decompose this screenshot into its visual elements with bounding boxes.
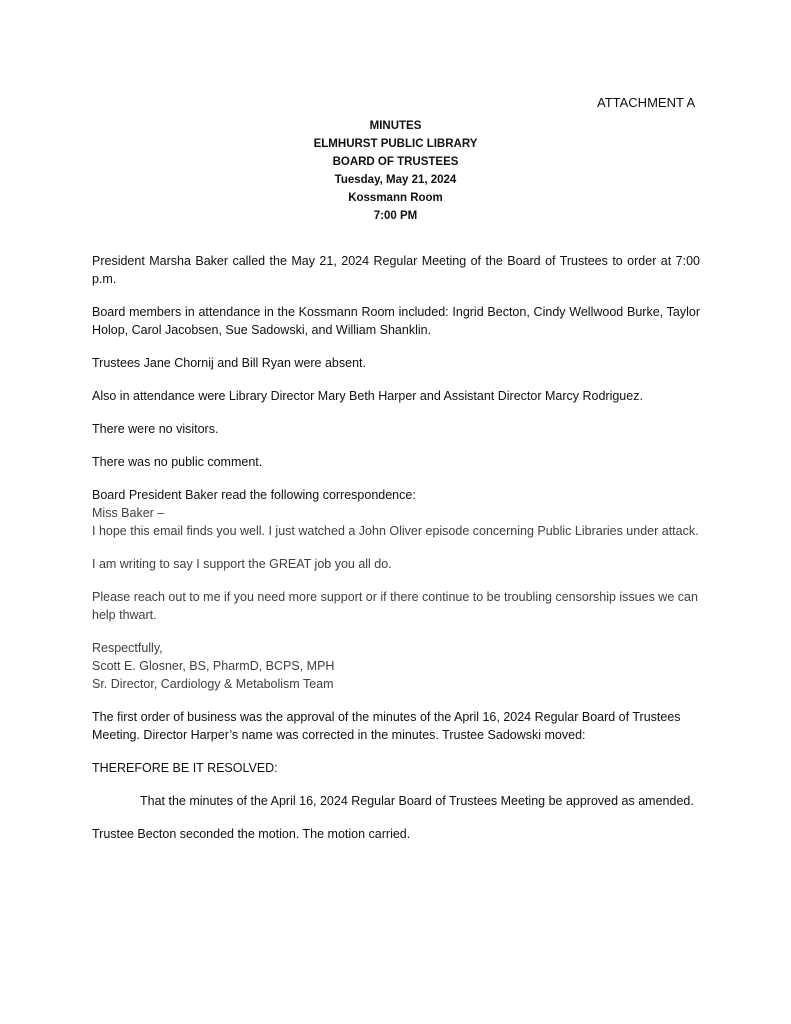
motion-seconded-paragraph: Trustee Becton seconded the motion. The motion carried. [92, 827, 411, 841]
heading-line-time: 7:00 PM [373, 210, 418, 222]
document-heading [0, 117, 791, 225]
heading-line-date: Tuesday, May 21, 2024 [334, 174, 457, 186]
letter-closing: Respectfully, [92, 641, 163, 655]
attendance-paragraph: Board members in attendance in the Kossmann Room included: Ingrid Becton, Cindy Wellwood Burke, Taylor Holop, Carol Jacobsen, Sue Sadowski, and William Shanklin. [92, 305, 700, 337]
letter-paragraph-3: Please reach out to me if you need more support or if there continue to be troubling censorship issues we can help thwart. [92, 590, 698, 622]
heading-line-room: Kossmann Room [348, 192, 443, 204]
letter-paragraph-1: I hope this email finds you well. I just watched a John Oliver episode concerning Public Libraries under attack. [92, 524, 699, 538]
letter-signature-block [92, 639, 700, 693]
public-comment-paragraph: There was no public comment. [92, 455, 263, 469]
letter-salutation: Miss Baker – [92, 506, 165, 520]
visitors-paragraph: There were no visitors. [92, 422, 219, 436]
document-body [92, 252, 700, 858]
heading-line-board: BOARD OF TRUSTEES [332, 156, 459, 168]
first-order-paragraph: The first order of business was the approval of the minutes of the April 16, 2024 Regular Board of Trustees Meeting. Director Harper’s name was corrected in the minutes. Trustee Sadowski moved: [92, 710, 681, 742]
heading-line-library: ELMHURST PUBLIC LIBRARY [313, 138, 478, 150]
also-attending-paragraph: Also in attendance were Library Director Mary Beth Harper and Assistant Director Marcy Rodriguez. [92, 389, 643, 403]
letter-paragraph-2: I am writing to say I support the GREAT job you all do. [92, 557, 392, 571]
call-to-order-paragraph: President Marsha Baker called the May 21, 2024 Regular Meeting of the Board of Trustees to order at 7:00 p.m. [92, 254, 700, 286]
attachment-label: ATTACHMENT A [597, 95, 696, 110]
heading-line-minutes: MINUTES [369, 120, 422, 132]
resolution-text: That the minutes of the April 16, 2024 Regular Board of Trustees Meeting be approved as amended. [140, 794, 694, 808]
resolved-heading: THEREFORE BE IT RESOLVED: [92, 761, 278, 775]
correspondence-intro: Board President Baker read the following correspondence: [92, 488, 416, 502]
letter-signer-name: Scott E. Glosner, BS, PharmD, BCPS, MPH [92, 659, 335, 673]
absent-paragraph: Trustees Jane Chornij and Bill Ryan were absent. [92, 356, 366, 370]
letter-signer-title: Sr. Director, Cardiology & Metabolism Team [92, 677, 334, 691]
